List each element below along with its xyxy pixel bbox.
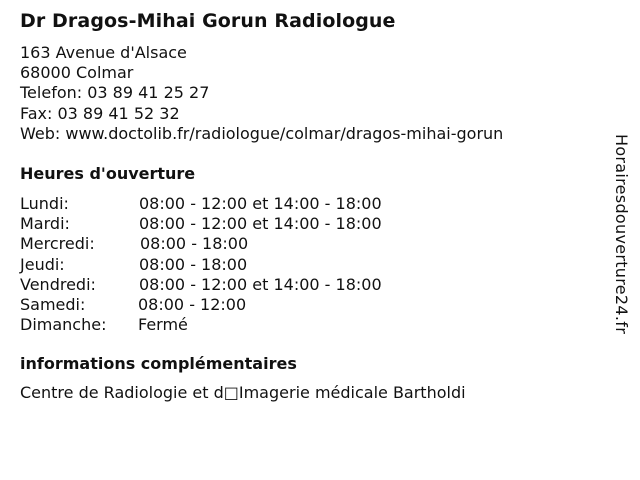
time-value: 08:00 - 18:00 (139, 254, 248, 274)
time-value: Fermé (138, 315, 188, 335)
site-watermark: Horairesdouverture24.fr (612, 134, 631, 335)
day-label: Mardi: (20, 214, 70, 234)
fax-number: Fax: 03 89 41 52 32 (20, 103, 180, 123)
day-label: Jeudi: (20, 254, 65, 274)
hours-heading: Heures d'ouverture (20, 164, 196, 183)
time-value: 08:00 - 12:00 et 14:00 - 18:00 (139, 194, 382, 213)
day-label: Dimanche: (20, 315, 107, 335)
day-label: Lundi: (20, 194, 69, 213)
day-label: Vendredi: (20, 274, 96, 294)
info-heading: informations complémentaires (20, 354, 297, 373)
website-link[interactable]: Web: www.doctolib.fr/radiologue/colmar/dragos-mihai-gorun (20, 123, 504, 143)
phone-number: Telefon: 03 89 41 25 27 (20, 83, 210, 103)
time-value: 08:00 - 12:00 et 14:00 - 18:00 (139, 214, 382, 234)
street-address: 163 Avenue d'Alsace (20, 43, 187, 62)
day-label: Mercredi: (20, 234, 95, 254)
time-value: 08:00 - 12:00 (138, 294, 247, 314)
info-text: Centre de Radiologie et d□Imagerie médicale Bartholdi (20, 383, 466, 402)
city-postcode: 68000 Colmar (20, 63, 134, 83)
day-label: Samedi: (20, 294, 86, 314)
time-value: 08:00 - 18:00 (140, 234, 249, 254)
contact-block (20, 43, 503, 144)
page-title: Dr Dragos-Mihai Gorun Radiologue (20, 10, 396, 32)
time-value: 08:00 - 12:00 et 14:00 - 18:00 (139, 274, 382, 294)
